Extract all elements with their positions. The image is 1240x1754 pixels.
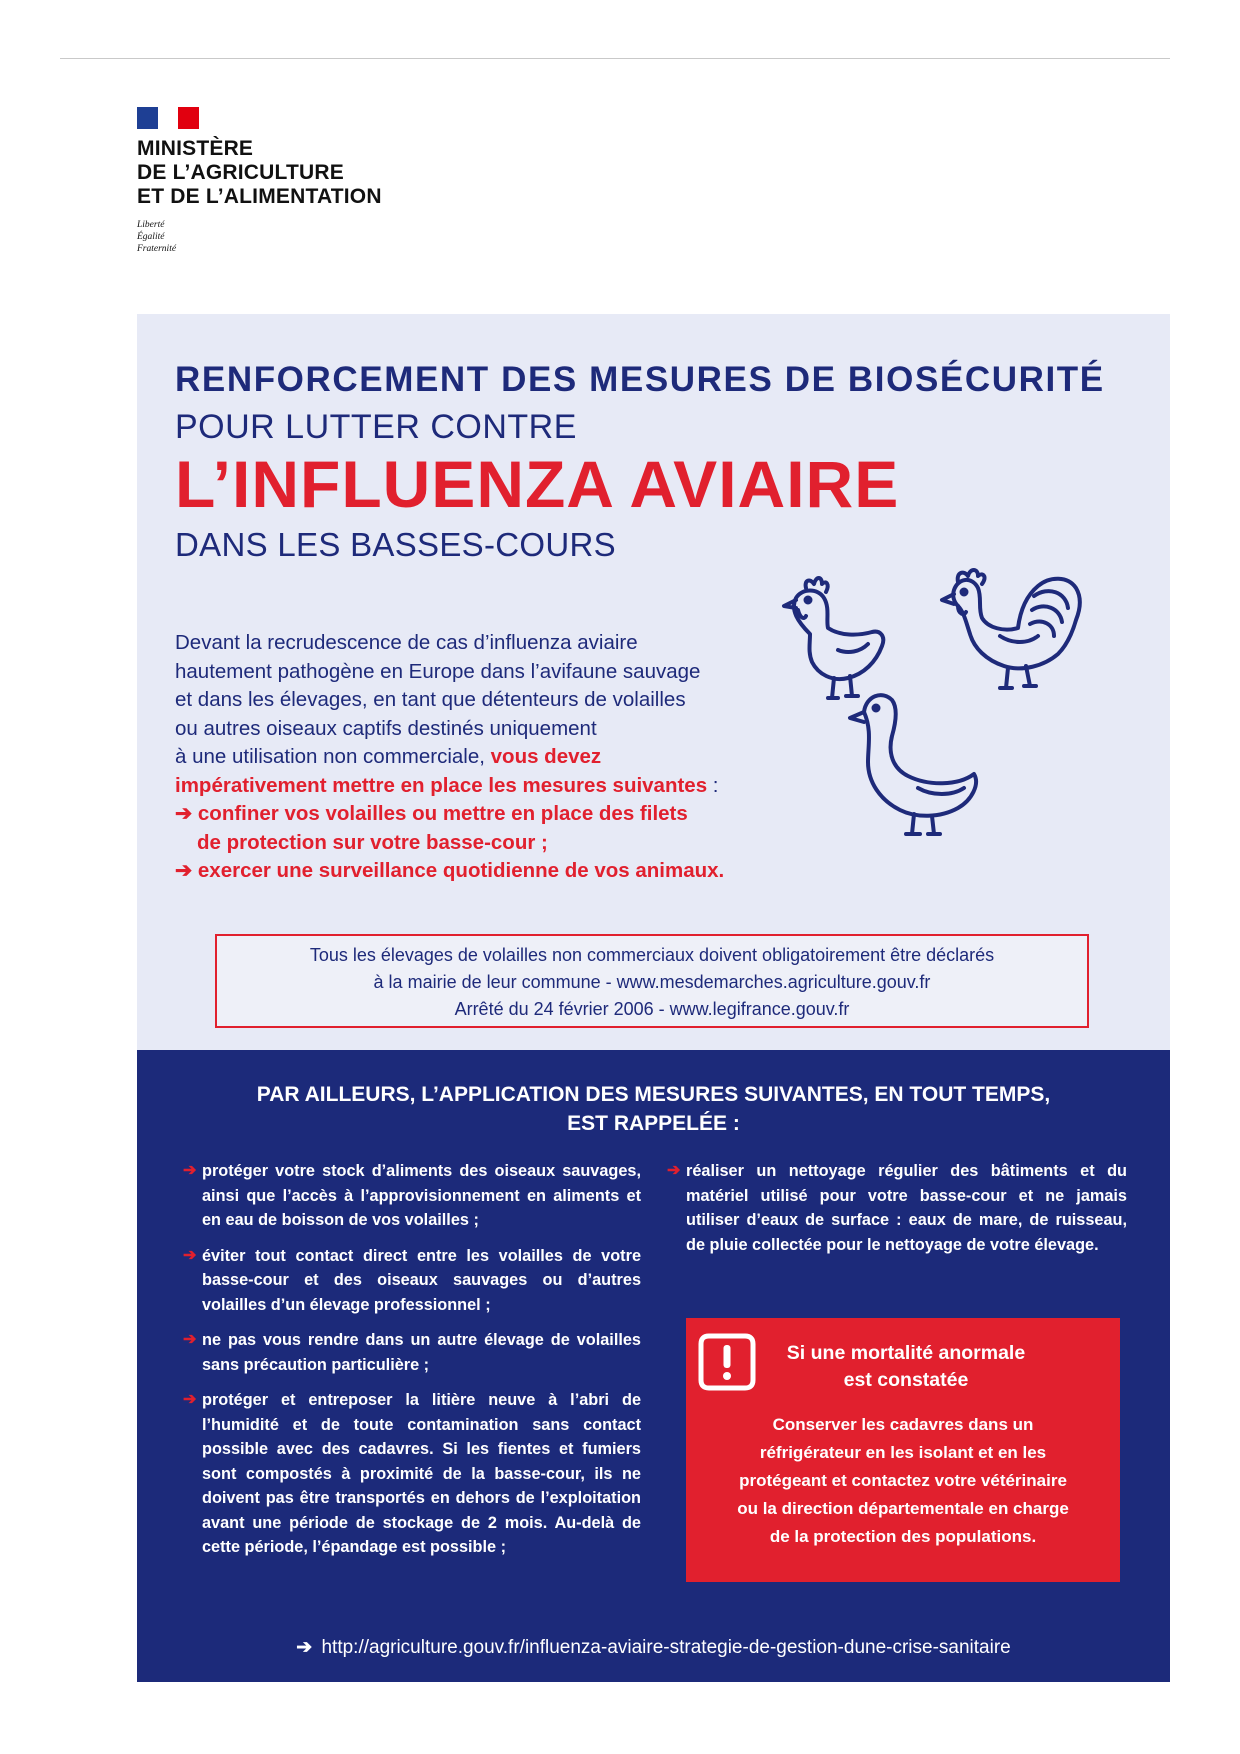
list-item: ➔ éviter tout contact direct entre les volailles de votre basse-cour et des oiseaux sauvages ou d’autres volailles d’un élevage professionnel ; <box>183 1244 641 1318</box>
measure-surveillance: ➔ exercer une surveillance quotidienne de vos animaux. <box>175 859 725 882</box>
headline-influenza: L’INFLUENZA AVIAIRE <box>175 447 900 521</box>
arrow-icon: ➔ <box>175 859 193 882</box>
goose-icon <box>850 695 976 834</box>
reminder-list-right <box>667 1159 1127 1268</box>
hen-icon <box>784 578 883 698</box>
rooster-icon <box>942 570 1080 688</box>
arrow-icon: ➔ <box>175 802 193 825</box>
list-item: ➔ protéger et entreposer la litière neuve à l’abri de l’humidité et de toute contamination sans contact possible avec des cadavres. Si les fientes et fumiers sont compostés à proximité de la basse-cour, ils ne doivent pas être transportés en dehors de l’exploitation avant une période de stockage de 2 mois. Au-delà de cette période, l’épandage est possible ; <box>183 1388 641 1560</box>
headline-subtitle: POUR LUTTER CONTRE <box>175 408 577 446</box>
arrow-icon: ➔ <box>183 1331 197 1348</box>
arrow-icon: ➔ <box>183 1391 197 1408</box>
top-divider <box>60 58 1170 59</box>
arrow-icon: ➔ <box>183 1246 197 1264</box>
arrow-icon: ➔ <box>296 1637 313 1658</box>
reminder-list-left <box>183 1159 641 1571</box>
ministry-name: MINISTÈRE DE L’AGRICULTURE ET DE L’ALIMENTATION <box>137 137 382 208</box>
list-item: ➔ réaliser un nettoyage régulier des bâtiments et du matériel utilisé pour votre basse-cour et ne jamais utiliser d’eaux de surface : eaux de mare, de ruisseau, de pluie collectée pour le nettoyage de votre élevage. <box>667 1159 1127 1257</box>
headline-backyards: DANS LES BASSES-COURS <box>175 526 616 563</box>
reminder-title: PAR AILLEURS, L’APPLICATION DES MESURES SUIVANTES, EN TOUT TEMPS, EST RAPPELÉE : <box>256 1083 1051 1135</box>
mortality-alert-box <box>686 1318 1120 1582</box>
poultry-illustration <box>768 562 1128 862</box>
list-item: ➔ ne pas vous rendre dans un autre élevage de volailles sans précaution particulière ; <box>183 1328 641 1377</box>
headline-biosecurity: RENFORCEMENT DES MESURES DE BIOSÉCURITÉ <box>175 360 1105 399</box>
republic-motto: Liberté Égalité Fraternité <box>137 220 177 254</box>
alert-body: Conserver les cadavres dans un réfrigérateur en les isolant et en les protégeant et contactez votre vétérinaire ou la direction départementale en charge de la protection des populations. <box>737 1415 1069 1546</box>
alert-heading: Si une mortalité anormale est constatée <box>786 1342 1026 1391</box>
ministry-logo <box>137 107 382 255</box>
declaration-notice: Tous les élevages de volailles non commerciaux doivent obligatoirement être déclarés à la mairie de leur commune - www.mesdemarches.agriculture.gouv.fr Arrêté du 24 février 2006 - www.legifrance.gouv.fr <box>215 934 1089 1028</box>
footer-url-link[interactable]: ➔ http://agriculture.gouv.fr/influenza-aviaire-strategie-de-gestion-dune-crise-sanitaire <box>296 1637 1011 1658</box>
measure-confine: ➔ confiner vos volailles ou mettre en place des filets <box>175 802 688 825</box>
arrow-icon: ➔ <box>183 1162 197 1179</box>
list-item: ➔ protéger votre stock d’aliments des oiseaux sauvages, ainsi que l’accès à l’approvisionnement en aliments et en eau de boisson de vos volailles ; <box>183 1159 641 1233</box>
flag-icon <box>137 107 199 129</box>
intro-paragraph: Devant la recrudescence de cas d’influenza aviaire hautement pathogène en Europe dans l’avifaune sauvage et dans les élevages, en tant que détenteurs de volailles ou autres oiseaux captifs destinés uniquement à une utilisation non commerciale, vous devez impérativement mettre en place les mesures suivantes : ➔ confiner vos volailles ou mettre en place des filets de protection sur votre basse-cour ; ➔ exercer une surveillance quotidienne de vos animaux. <box>175 629 765 886</box>
warning-icon <box>695 1330 759 1394</box>
arrow-icon: ➔ <box>667 1162 681 1179</box>
